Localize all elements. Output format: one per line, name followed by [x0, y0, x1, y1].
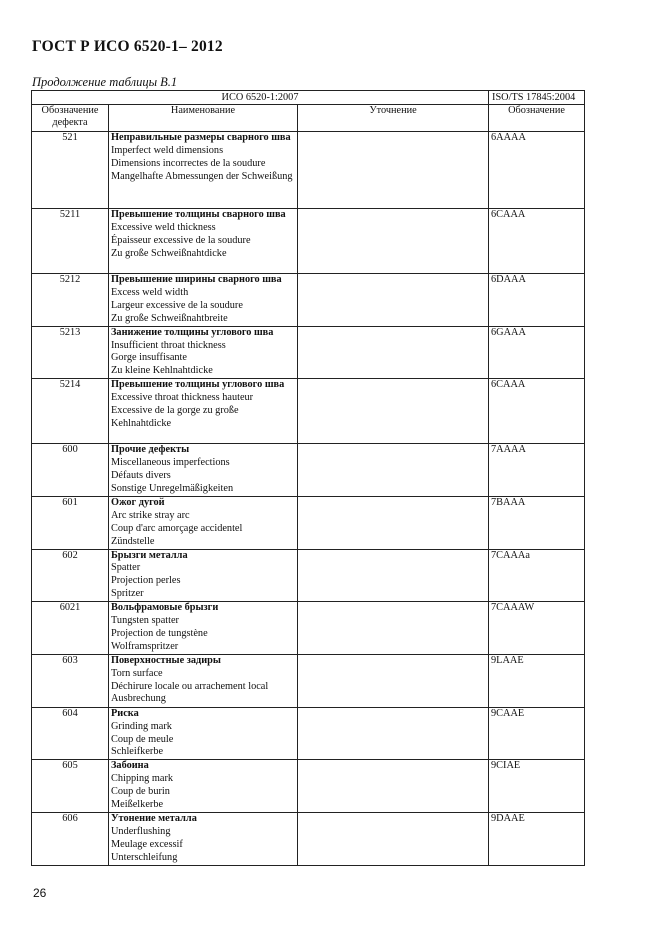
- document-title: ГОСТ Р ИСО 6520-1– 2012: [32, 38, 223, 55]
- defect-name-ru: Поверхностные задиры: [111, 654, 221, 666]
- defect-name-cell: [109, 326, 298, 379]
- designation-cell: 6GAAA: [489, 326, 585, 379]
- defect-name-de: Zu kleine Kehlnahtdicke: [111, 365, 213, 377]
- defect-name-fr: Dimensions incorrectes de la soudure: [111, 157, 266, 169]
- defect-name-en: Excessive weld thickness: [111, 221, 216, 233]
- defect-name-de: Zündstelle: [111, 535, 155, 547]
- defect-name-fr: Coup de meule: [111, 733, 174, 745]
- defect-name-en: Arc strike stray arc: [111, 509, 190, 521]
- defect-name-de: Spritzer: [111, 588, 144, 600]
- defect-name-de: Ausbrechung: [111, 693, 166, 705]
- clarification-cell: [298, 132, 489, 209]
- table-body: [32, 132, 585, 866]
- table-row: [32, 379, 585, 444]
- defect-name-ru: Риска: [111, 707, 139, 719]
- defect-name-ru: Ожог дугой: [111, 496, 165, 508]
- designation-cell: 6DAAA: [489, 274, 585, 327]
- defect-name-fr: Coup de burin: [111, 786, 170, 798]
- defect-name-en: Spatter: [111, 562, 141, 574]
- defect-name-cell: [109, 654, 298, 707]
- defect-name-de: Meißelkerbe: [111, 799, 164, 811]
- page-number: 26: [33, 886, 47, 900]
- defect-name-en: Chipping mark: [111, 773, 174, 785]
- defect-name-ru: Неправильные размеры сварного шва: [111, 132, 291, 143]
- defect-name-cell: [109, 444, 298, 497]
- defect-name-ru: Превышение толщины сварного шва: [111, 209, 286, 220]
- defect-code: 5211: [32, 209, 109, 274]
- defect-name-fr: Projection de tungstène: [111, 627, 208, 639]
- clarification-cell: [298, 496, 489, 549]
- table-row: [32, 274, 585, 327]
- table-row: [32, 444, 585, 497]
- defect-code: 601: [32, 496, 109, 549]
- designation-cell: 7CAAAa: [489, 549, 585, 602]
- table-row: [32, 602, 585, 655]
- table-row: [32, 132, 585, 209]
- iso-standard-header: ИСО 6520-1:2007: [32, 91, 489, 105]
- designation-cell: 6CAAA: [489, 209, 585, 274]
- designation-cell: 7AAAA: [489, 444, 585, 497]
- clarification-cell: [298, 444, 489, 497]
- defect-name-fr: Gorge insuffisante: [111, 352, 187, 364]
- defect-name-en: Imperfect weld dimensions: [111, 144, 224, 156]
- defect-name-fr: Excessive de la gorge zu große: [111, 405, 239, 417]
- defect-name-fr: Coup d'arc amorçage accidentel: [111, 522, 243, 534]
- defect-name-cell: [109, 707, 298, 760]
- table-row: [32, 326, 585, 379]
- defect-name-de: Wolframspritzer: [111, 640, 179, 652]
- column-header-designation: Обозначение: [489, 105, 585, 132]
- defect-name-en: Underflushing: [111, 825, 171, 837]
- defect-code: 602: [32, 549, 109, 602]
- designation-cell: 9DAAE: [489, 813, 585, 866]
- standards-header-row: [32, 91, 585, 105]
- clarification-cell: [298, 209, 489, 274]
- defect-name-cell: [109, 496, 298, 549]
- table-row: [32, 760, 585, 813]
- defects-table: [31, 90, 585, 866]
- clarification-cell: [298, 707, 489, 760]
- defect-name-cell: [109, 274, 298, 327]
- defect-code: 603: [32, 654, 109, 707]
- table-row: [32, 654, 585, 707]
- designation-cell: 7BAAA: [489, 496, 585, 549]
- defect-name-de: Unterschleifung: [111, 851, 178, 863]
- defect-name-en: Torn surface: [111, 667, 163, 679]
- defect-name-cell: [109, 760, 298, 813]
- defect-code: 600: [32, 444, 109, 497]
- defect-name-ru: Забоина: [111, 760, 149, 772]
- defect-name-de: Sonstige Unregelmäßigkeiten: [111, 482, 234, 494]
- defect-name-ru: Занижение толщины углового шва: [111, 326, 274, 338]
- column-header-clarification: Уточнение: [298, 105, 489, 132]
- defect-name-ru: Утонение металла: [111, 813, 197, 824]
- table-row: [32, 209, 585, 274]
- defect-name-fr: Déchirure locale ou arrachement local: [111, 680, 269, 692]
- designation-cell: 9CIAE: [489, 760, 585, 813]
- designation-cell: 6CAAA: [489, 379, 585, 444]
- defect-name-ru: Превышение ширины сварного шва: [111, 274, 282, 285]
- defect-name-de: Zu große Schweißnahtdicke: [111, 247, 227, 259]
- defect-name-cell: [109, 132, 298, 209]
- clarification-cell: [298, 274, 489, 327]
- defect-name-cell: [109, 209, 298, 274]
- designation-cell: 7CAAAW: [489, 602, 585, 655]
- designation-cell: 9CAAE: [489, 707, 585, 760]
- defect-name-fr: Meulage excessif: [111, 838, 183, 850]
- defect-name-de: Mangelhafte Abmessungen der Schweißung: [111, 170, 293, 182]
- defect-name-en: Grinding mark: [111, 720, 172, 732]
- defect-code: 5212: [32, 274, 109, 327]
- clarification-cell: [298, 602, 489, 655]
- defect-name-en: Excess weld width: [111, 286, 189, 298]
- defect-code: 5214: [32, 379, 109, 444]
- defect-name-fr: Largeur excessive de la soudure: [111, 299, 243, 311]
- defect-code: 5213: [32, 326, 109, 379]
- clarification-cell: [298, 326, 489, 379]
- defect-name-de: Kehlnahtdicke: [111, 417, 172, 429]
- defect-code: 606: [32, 813, 109, 866]
- defect-code: 6021: [32, 602, 109, 655]
- table-row: [32, 707, 585, 760]
- iso-ts-standard-header: ISO/TS 17845:2004: [489, 91, 585, 105]
- defect-name-en: Miscellaneous imperfections: [111, 457, 230, 469]
- defect-name-ru: Брызги металла: [111, 549, 188, 561]
- defect-name-ru: Прочие дефекты: [111, 444, 190, 456]
- defect-name-cell: [109, 813, 298, 866]
- table-row: [32, 813, 585, 866]
- defect-name-fr: Projection perles: [111, 575, 181, 587]
- column-header-code: Обозначение дефекта: [32, 105, 109, 132]
- defect-name-cell: [109, 602, 298, 655]
- table-caption: Продолжение таблицы В.1: [32, 75, 178, 89]
- defect-name-ru: Превышение толщины углового шва: [111, 379, 285, 391]
- defect-name-de: Zu große Schweißnahtbreite: [111, 312, 228, 324]
- defect-name-ru: Вольфрамовые брызги: [111, 602, 219, 614]
- clarification-cell: [298, 760, 489, 813]
- defect-code: 605: [32, 760, 109, 813]
- designation-cell: 9LAAE: [489, 654, 585, 707]
- defect-code: 604: [32, 707, 109, 760]
- designation-cell: 6AAAA: [489, 132, 585, 209]
- defect-name-fr: Défauts divers: [111, 470, 171, 482]
- defect-name-fr: Épaisseur excessive de la soudure: [111, 234, 251, 246]
- column-header-row: [32, 105, 585, 132]
- defect-name-cell: [109, 549, 298, 602]
- clarification-cell: [298, 549, 489, 602]
- table-row: [32, 496, 585, 549]
- defect-name-de: Schleifkerbe: [111, 746, 164, 758]
- column-header-name: Наименование: [109, 105, 298, 132]
- table-row: [32, 549, 585, 602]
- defect-name-en: Insufficient throat thickness: [111, 339, 226, 351]
- defect-name-cell: [109, 379, 298, 444]
- clarification-cell: [298, 654, 489, 707]
- defect-code: 521: [32, 132, 109, 209]
- clarification-cell: [298, 813, 489, 866]
- clarification-cell: [298, 379, 489, 444]
- defect-name-en: Tungsten spatter: [111, 615, 179, 627]
- defect-name-en: Excessive throat thickness hauteur: [111, 392, 254, 404]
